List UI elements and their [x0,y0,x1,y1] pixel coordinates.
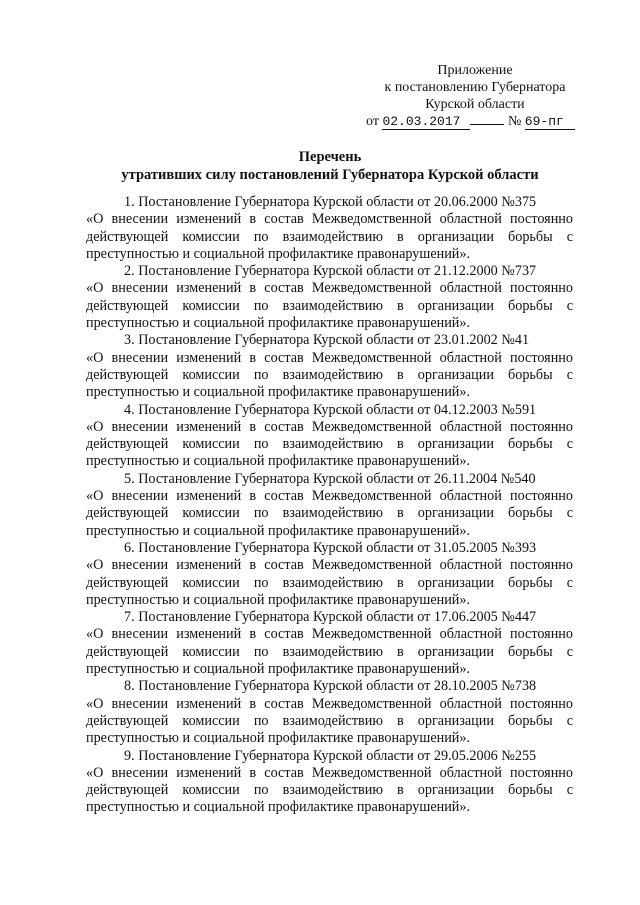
number-label: № [507,114,522,129]
appendix-reference: к постановлению Губернатора [384,80,566,95]
heading-line-1: Перечень [298,149,362,165]
list-item [86,332,573,401]
list-item [86,678,573,747]
date-underline [470,124,504,125]
list-item [86,471,573,540]
list-item [86,540,573,609]
decree-title: «О внесении изменений в состав Межведомственной областной постоянно действующей комиссии по взаимодействию в организации борьбы с преступностью и социальной профилактике правонарушений». [86,211,573,262]
decree-reference: 7. Постановление Губернатора Курской области от 17.06.2005 №447 [124,609,537,626]
decree-date: 02.03.2017 [382,115,470,130]
decree-title: «О внесении изменений в состав Межведомственной областной постоянно действующей комиссии по взаимодействию в организации борьбы с преступностью и социальной профилактике правонарушений». [86,418,573,470]
decree-number: 69-пг [525,115,575,130]
decree-title: «О внесении изменений в состав Межведомственной областной постоянно действующей комиссии по взаимодействию в организации борьбы с преступностью и социальной профилактике правонарушений». [86,764,573,816]
decree-reference: 5. Постановление Губернатора Курской области от 26.11.2004 №540 [124,470,536,487]
list-item [86,263,573,332]
decree-reference: 6. Постановление Губернатора Курской области от 31.05.2005 №393 [124,539,537,556]
decree-title: «О внесении изменений в состав Межведомственной областной постоянно действующей комиссии по взаимодействию в организации борьбы с преступностью и социальной профилактике правонарушений». [86,488,573,539]
appendix-block [360,62,590,130]
decree-reference: 3. Постановление Губернатора Курской области от 23.01.2002 №41 [124,332,530,349]
decree-title: «О внесении изменений в состав Межведомственной областной постоянно действующей комиссии по взаимодействию в организации борьбы с преступностью и социальной профилактике правонарушений». [86,280,573,332]
decree-title: «О внесении изменений в состав Межведомственной областной постоянно действующей комиссии по взаимодействию в организации борьбы с преступностью и социальной профилактике правонарушений». [86,349,573,401]
appendix-dateline [360,113,590,130]
decree-title: «О внесении изменений в состав Межведомственной областной постоянно действующей комиссии по взаимодействию в организации борьбы с преступностью и социальной профилактике правонарушений». [86,626,573,678]
appendix-region: Курской области [425,97,525,112]
decree-reference: 9. Постановление Губернатора Курской области от 29.05.2006 №255 [124,747,537,764]
from-label: от [366,114,379,129]
decree-reference: 4. Постановление Губернатора Курской области от 04.12.2003 №591 [124,401,537,418]
decree-reference: 8. Постановление Губернатора Курской области от 28.10.2005 №738 [124,678,537,695]
decree-title: «О внесении изменений в состав Межведомственной областной постоянно действующей комиссии по взаимодействию в организации борьбы с преступностью и социальной профилактике правонарушений». [86,695,573,747]
list-item [86,748,573,817]
list-item [86,609,573,678]
heading-line-2: утративших силу постановлений Губернатора Курской области [121,167,539,183]
decree-list [86,194,573,817]
decree-reference: 1. Постановление Губернатора Курской области от 20.06.2000 №375 [124,194,537,210]
list-item [86,194,573,263]
list-item [86,402,573,471]
list-heading [60,148,600,184]
decree-reference: 2. Постановление Губернатора Курской области от 21.12.2000 №737 [124,263,537,280]
decree-title: «О внесении изменений в состав Межведомственной областной постоянно действующей комиссии по взаимодействию в организации борьбы с преступностью и социальной профилактике правонарушений». [86,557,573,608]
appendix-title: Приложение [437,63,513,78]
